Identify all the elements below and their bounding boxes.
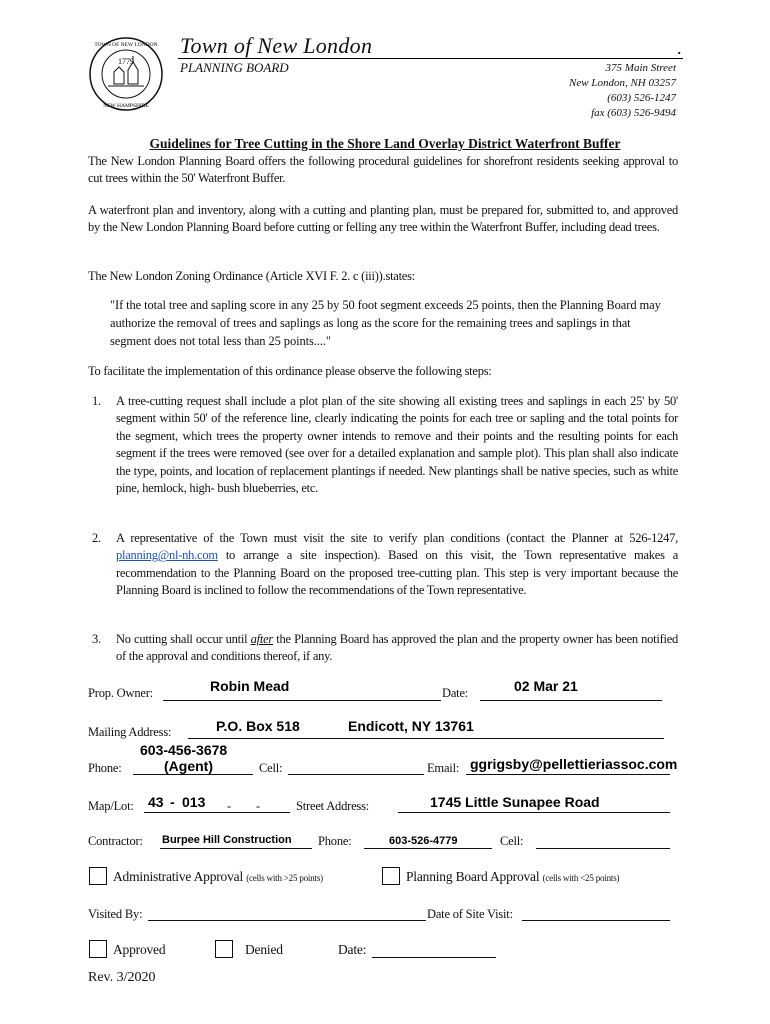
ordinance-quote: "If the total tree and sapling score in any 25 by 50 foot segment exceeds 25 points, then the Planning Board may authorize the removal of trees and saplings as long as the score for the remaining trees and saplings in that segment does not total less than 25 points....": [110, 298, 661, 348]
step-text-part: A representative of the Town must visit the site to verify plan conditions (contact the Planner at 526-1247,: [116, 531, 678, 545]
sublot-dash: -: [256, 799, 260, 813]
mailing-label: Mailing Address:: [88, 725, 172, 739]
site-visit-date-line: [522, 920, 670, 921]
ordinance-paragraph: The New London Zoning Ordinance (Article XVI F. 2. c (iii)).states:: [88, 269, 415, 283]
step-three: [92, 631, 678, 666]
board-name: PLANNING BOARD: [180, 60, 289, 75]
planner-email-link[interactable]: planning@nl-nh.com: [116, 548, 218, 563]
lot-separator: -: [170, 794, 175, 810]
header-rule: [178, 58, 683, 59]
address-line: 375 Main Street: [605, 62, 676, 74]
email-field[interactable]: ggrigsby@pellettieriassoc.com: [470, 756, 678, 772]
lot-field[interactable]: 013: [182, 794, 206, 810]
town-name: Town of New London: [180, 33, 373, 58]
date-line: [480, 700, 662, 701]
mailing-field[interactable]: P.O. Box 518: [216, 718, 300, 734]
revision-note: Rev. 3/2020: [88, 970, 156, 985]
plan-paragraph: A waterfront plan and inventory, along with a cutting and planting plan, must be prepared for, submitted to, and approved by the New London Planning Board before cutting or felling any tree within the Waterfront Buffer, including dead trees.: [88, 203, 678, 234]
approved-checkbox[interactable]: [89, 940, 107, 958]
step-number: 3.: [92, 632, 101, 646]
contractor-field[interactable]: Burpee Hill Construction: [162, 834, 292, 846]
visited-by-line: [148, 920, 426, 921]
email-line: [466, 774, 670, 775]
phone-line: (603) 526-1247: [607, 92, 676, 104]
planning-board-approval-checkbox[interactable]: [382, 867, 400, 885]
contractor-phone-line: [364, 848, 492, 849]
maplot-label: Map/Lot:: [88, 799, 134, 813]
administrative-approval-text: Administrative Approval: [113, 869, 244, 884]
phone-note: (Agent): [164, 758, 213, 774]
intro-paragraph: The New London Planning Board offers the following procedural guidelines for shorefront residents seeking approval to cut trees within the 50' Waterfront Buffer.: [88, 154, 678, 185]
cell-line: [288, 774, 424, 775]
planning-board-approval-text: Planning Board Approval: [406, 869, 540, 884]
step-text-part: the Planning Board has approved the plan and the property owner has been notified of the approval and conditions thereof, if any.: [116, 632, 679, 664]
approved-label: Approved: [113, 942, 166, 957]
decision-date-label: Date:: [338, 942, 367, 957]
visited-by-label: Visited By:: [88, 907, 143, 921]
phone-label: Phone:: [88, 761, 122, 775]
seal-text-top: TOWN OF NEW LONDON: [94, 42, 158, 48]
administrative-approval-label: [113, 869, 323, 885]
contractor-line: [160, 848, 312, 849]
street-field[interactable]: 1745 Little Sunapee Road: [430, 794, 600, 810]
seal-year: 1779: [118, 57, 134, 66]
step-number: 2.: [92, 531, 101, 545]
owner-field[interactable]: Robin Mead: [210, 678, 290, 694]
step-text: [116, 530, 678, 600]
step-text: A tree-cutting request shall include a plot plan of the site showing all existing trees and saplings in each 25' by 50' segment within 50' of the reference line, clearly indicating the points for each tree or sapling and the total points for the segment, which trees the property owner intends to remove and their points and the resulting points for each segment if the trees were removed (see over for a detailed explanation and sample plot). This plan shall also indicate the type, points, and location of replacement plantings if needed. New plantings shall be native species, such as white pine, hemlock, high- bush blueberries, etc.: [116, 394, 678, 496]
planning-board-approval-note: (cells with <25 points): [542, 873, 620, 883]
city-field[interactable]: Endicott, NY 13761: [348, 718, 474, 734]
step-number: 1.: [92, 394, 101, 408]
mailing-line: [188, 738, 664, 739]
administrative-approval-note: (cells with >25 points): [246, 873, 323, 883]
contractor-cell-label: Cell:: [500, 834, 524, 848]
decision-date-line: [372, 957, 496, 958]
maplot-line: [144, 812, 290, 813]
step-text: [116, 631, 678, 666]
steps-intro: To facilitate the implementation of this ordinance please observe the following steps:: [88, 364, 492, 378]
step-text-part: to arrange a site inspection). Based on this visit, the Town representative makes a recommendation to the Planning Board on the proposed tree-cutting plan. This step is very important because the Planning Board is inclined to follow the recommendations of the Town representative.: [116, 548, 679, 598]
denied-checkbox[interactable]: [215, 940, 233, 958]
address-block: [569, 61, 676, 121]
owner-line: [163, 700, 441, 701]
denied-label: Denied: [245, 942, 283, 957]
contractor-phone-field[interactable]: 603-526-4779: [389, 835, 458, 847]
planning-board-approval-label: [406, 869, 619, 885]
phone-field[interactable]: 603-456-3678: [140, 742, 228, 758]
step-text-part: No cutting shall occur until: [116, 632, 248, 646]
after-emphasis: after: [250, 632, 273, 646]
site-visit-date-label: Date of Site Visit:: [427, 907, 513, 921]
contractor-cell-line: [536, 848, 670, 849]
step-two: [92, 530, 678, 600]
contractor-phone-label: Phone:: [318, 834, 352, 848]
document-title: Guidelines for Tree Cutting in the Shore Land Overlay District Waterfront Buffer: [149, 136, 621, 151]
street-line: [398, 812, 670, 813]
town-seal-logo: [88, 36, 164, 112]
street-label: Street Address:: [296, 799, 370, 813]
sublot-dash: -: [227, 799, 231, 813]
phone-line: [133, 774, 253, 775]
email-label: Email:: [427, 761, 460, 775]
header-trailing-mark: .: [677, 38, 682, 58]
address-line: New London, NH 03257: [569, 77, 676, 89]
cell-label: Cell:: [259, 761, 283, 775]
date-field[interactable]: 02 Mar 21: [514, 678, 578, 694]
fax-line: fax (603) 526-9494: [591, 107, 676, 119]
owner-label: Prop. Owner:: [88, 686, 153, 700]
seal-text-bottom: NEW HAMPSHIRE: [103, 103, 149, 109]
contractor-label: Contractor:: [88, 834, 143, 848]
date-label: Date:: [442, 686, 469, 700]
step-one: [92, 393, 678, 497]
administrative-approval-checkbox[interactable]: [89, 867, 107, 885]
map-field[interactable]: 43: [148, 794, 164, 810]
